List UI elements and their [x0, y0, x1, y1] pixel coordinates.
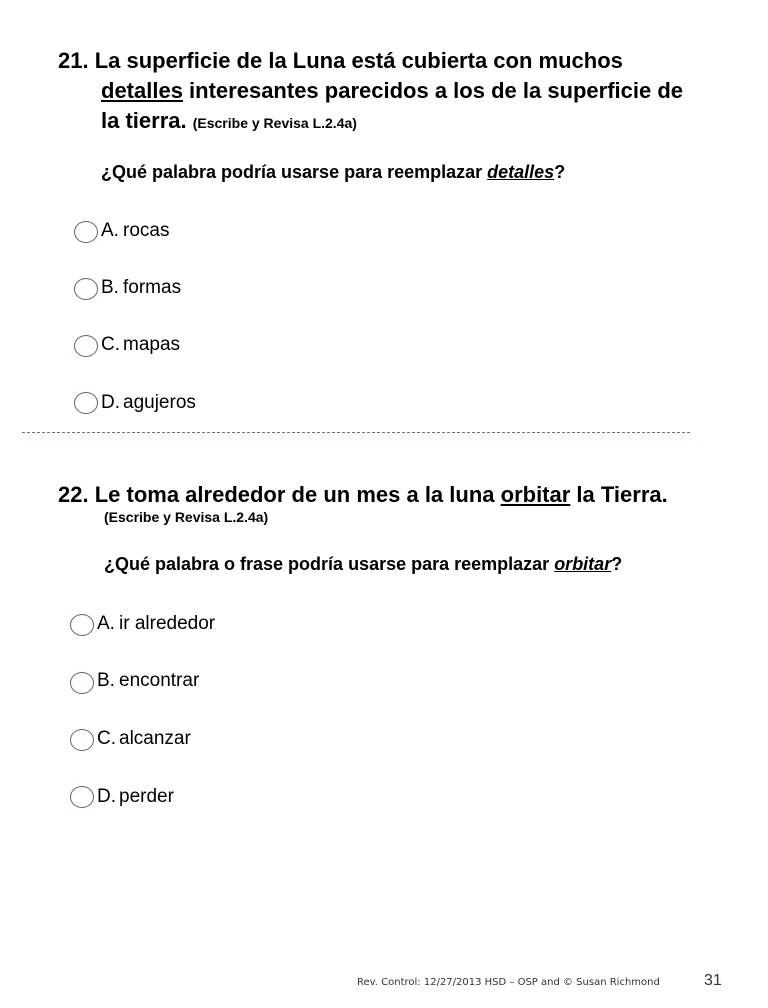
page-number: 31 — [704, 972, 722, 989]
question-21-prompt-end: ? — [554, 162, 566, 182]
option-text: ir alrededor — [119, 613, 216, 634]
option-text: mapas — [123, 334, 181, 355]
option-text: formas — [123, 277, 182, 298]
question-22-option-b-bubble[interactable] — [70, 672, 94, 694]
question-21-line3-text: la tierra. — [101, 108, 187, 133]
question-21-option-d[interactable] — [101, 392, 196, 414]
question-22-option-b[interactable] — [97, 670, 199, 692]
question-21-number: 21. — [58, 48, 89, 73]
question-21-option-b-bubble[interactable] — [74, 278, 98, 300]
question-21-standard: (Escribe y Revisa L.2.4a) — [192, 115, 357, 131]
question-21-option-a[interactable] — [101, 220, 169, 242]
question-22-line1-text: Le toma alrededor de un mes a la luna — [94, 482, 501, 507]
question-22-option-c-bubble[interactable] — [70, 729, 94, 751]
question-22-stem — [58, 480, 758, 510]
option-text: encontrar — [119, 670, 200, 691]
question-21-option-d-bubble[interactable] — [74, 392, 98, 414]
question-22-prompt-word: orbitar — [554, 554, 612, 574]
option-letter: B. — [97, 670, 115, 691]
option-letter: D. — [101, 392, 120, 413]
footer-revision: Rev. Control: 12/27/2013 HSD – OSP and © Susan Richmond — [357, 977, 660, 988]
option-letter: A. — [101, 220, 119, 241]
question-22-line1-end: la Tierra. — [570, 482, 668, 507]
option-letter: C. — [97, 728, 116, 749]
question-21-option-c-bubble[interactable] — [74, 335, 98, 357]
question-22-option-a[interactable] — [97, 613, 215, 635]
option-letter: A. — [97, 613, 115, 634]
question-21-line1 — [58, 46, 758, 76]
question-21-line2 — [58, 76, 758, 106]
question-21-prompt-text: ¿Qué palabra podría usarse para reemplazar — [101, 162, 488, 182]
option-letter: D. — [97, 786, 116, 807]
option-text: rocas — [123, 220, 170, 241]
option-text: alcanzar — [119, 728, 191, 749]
question-22-prompt-end: ? — [611, 554, 623, 574]
option-letter: C. — [101, 334, 120, 355]
option-letter: B. — [101, 277, 119, 298]
question-22-option-c[interactable] — [97, 728, 191, 750]
question-22-option-d-bubble[interactable] — [70, 786, 94, 808]
question-21-option-a-bubble[interactable] — [74, 221, 98, 243]
option-text: perder — [119, 786, 174, 807]
question-21-prompt-word: detalles — [487, 162, 555, 182]
question-21-line1-text: La superficie de la Luna está cubierta con muchos — [94, 48, 623, 73]
question-21-stem — [58, 46, 758, 138]
question-21-option-c[interactable] — [101, 334, 180, 356]
question-22-standard: (Escribe y Revisa L.2.4a) — [104, 509, 269, 525]
section-divider — [22, 432, 690, 433]
question-21-option-b[interactable] — [101, 277, 181, 299]
question-22-option-a-bubble[interactable] — [70, 614, 94, 636]
question-22-prompt — [104, 553, 622, 575]
question-21-line2-text: interesantes parecidos a los de la superficie de — [182, 78, 684, 103]
question-22-option-d[interactable] — [97, 786, 174, 808]
question-22-line1 — [58, 480, 758, 510]
option-text: agujeros — [123, 392, 196, 413]
question-22-target-word: orbitar — [500, 482, 571, 507]
question-21-prompt — [101, 161, 565, 183]
question-22-number: 22. — [58, 482, 89, 507]
question-21-line3 — [58, 106, 758, 138]
question-21-target-word: detalles — [101, 78, 183, 103]
question-22-prompt-text: ¿Qué palabra o frase podría usarse para reemplazar — [104, 554, 555, 574]
